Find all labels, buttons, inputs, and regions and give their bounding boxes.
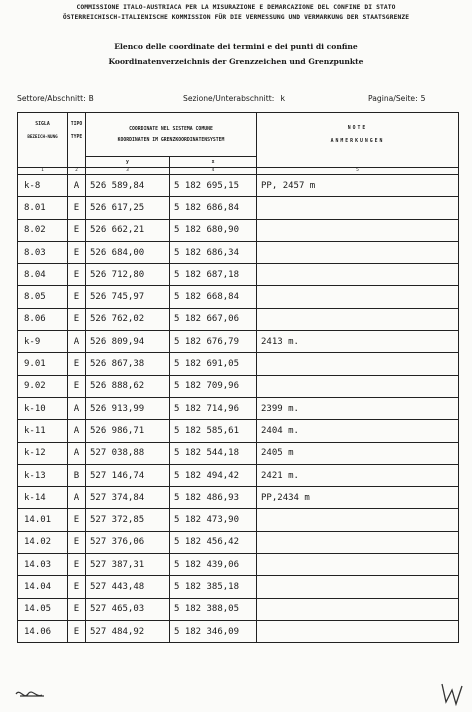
coordinate-y-cell: 526 589,84	[86, 175, 170, 197]
tipo-cell: A	[68, 420, 86, 442]
sigla-cell: k-8	[18, 175, 68, 197]
header-tipo	[68, 113, 86, 168]
coordinate-x-cell: 5 182 346,09	[170, 620, 257, 642]
table-row	[18, 442, 459, 464]
coordinate-x-cell: 5 182 695,15	[170, 175, 257, 197]
coordinate-x-cell: 5 182 686,84	[170, 197, 257, 219]
sigla-cell: k-9	[18, 331, 68, 353]
coordinate-x-cell: 5 182 486,93	[170, 487, 257, 509]
coordinate-x-cell: 5 182 473,90	[170, 509, 257, 531]
tipo-cell: E	[68, 375, 86, 397]
note-cell	[257, 598, 459, 620]
header-type-label: TYPE	[70, 135, 83, 140]
sigla-cell: 8.02	[18, 219, 68, 241]
coordinate-y-cell: 527 484,92	[86, 620, 170, 642]
note-cell: 2413 m.	[257, 331, 459, 353]
pagina-label: Pagina/Seite:	[368, 94, 418, 103]
coordinate-x-cell: 5 182 686,34	[170, 241, 257, 263]
tipo-cell: A	[68, 397, 86, 419]
tipo-cell: E	[68, 286, 86, 308]
sigla-cell: 8.01	[18, 197, 68, 219]
table-row	[18, 197, 459, 219]
note-cell: 2421 m.	[257, 464, 459, 486]
coordinate-y-cell: 526 662,21	[86, 219, 170, 241]
tipo-cell: E	[68, 554, 86, 576]
coordinate-y-cell: 527 372,85	[86, 509, 170, 531]
coordinate-y-cell: 527 038,88	[86, 442, 170, 464]
header-anmerkungen-label: ANMERKUNGEN	[330, 139, 385, 144]
pagina-field	[368, 94, 425, 103]
sigla-cell: 14.01	[18, 509, 68, 531]
header-line-german: ÖSTERREICHISCH-ITALIENISCHE KOMMISSION FÜR DIE VERMESSUNG UND VERMARKUNG DER STAATSGRENZE	[62, 14, 410, 21]
table-row	[18, 375, 459, 397]
tipo-cell: A	[68, 331, 86, 353]
tipo-cell: E	[68, 531, 86, 553]
tipo-cell: E	[68, 620, 86, 642]
coordinate-x-cell: 5 182 544,18	[170, 442, 257, 464]
table-row	[18, 264, 459, 286]
coordinate-y-cell: 526 986,71	[86, 420, 170, 442]
coordinate-x-cell: 5 182 691,05	[170, 353, 257, 375]
note-cell: PP,2434 m	[257, 487, 459, 509]
title-german: Koordinatenverzeichnis der Grenzzeichen und Grenzpunkte	[108, 57, 364, 66]
header-x: x	[170, 157, 257, 168]
tipo-cell: E	[68, 353, 86, 375]
table-row	[18, 464, 459, 486]
tipo-cell: E	[68, 264, 86, 286]
coordinate-x-cell: 5 182 388,05	[170, 598, 257, 620]
column-number: 4	[170, 168, 257, 175]
coordinate-y-cell: 526 913,99	[86, 397, 170, 419]
coordinate-x-cell: 5 182 456,42	[170, 531, 257, 553]
coordinate-x-cell: 5 182 494,42	[170, 464, 257, 486]
sigla-cell: 14.03	[18, 554, 68, 576]
column-number-row	[18, 168, 459, 175]
note-cell	[257, 375, 459, 397]
header-note	[257, 113, 459, 168]
coordinate-x-cell: 5 182 668,84	[170, 286, 257, 308]
table-row	[18, 598, 459, 620]
note-cell	[257, 531, 459, 553]
tipo-cell: B	[68, 464, 86, 486]
note-cell	[257, 576, 459, 598]
initials-signature-left	[14, 686, 54, 706]
coordinate-x-cell: 5 182 687,18	[170, 264, 257, 286]
note-cell: PP, 2457 m	[257, 175, 459, 197]
note-cell	[257, 509, 459, 531]
header-sigla-label: SIGLA	[35, 122, 50, 127]
column-number: 3	[86, 168, 170, 175]
sigla-cell: 8.03	[18, 241, 68, 263]
coordinate-y-cell: 527 443,48	[86, 576, 170, 598]
tipo-cell: E	[68, 197, 86, 219]
coordinate-y-cell: 526 712,80	[86, 264, 170, 286]
settore-field	[17, 94, 94, 103]
header-note-label: NOTE	[347, 126, 368, 131]
tipo-cell: E	[68, 219, 86, 241]
tipo-cell: A	[68, 442, 86, 464]
note-cell	[257, 264, 459, 286]
coordinate-x-cell: 5 182 676,79	[170, 331, 257, 353]
table-row	[18, 331, 459, 353]
note-cell	[257, 219, 459, 241]
title-italian: Elenco delle coordinate dei termini e dei punti di confine	[114, 42, 358, 51]
sigla-cell: k-13	[18, 464, 68, 486]
tipo-cell: E	[68, 598, 86, 620]
table-row	[18, 509, 459, 531]
table-row	[18, 554, 459, 576]
column-number: 1	[18, 168, 68, 175]
header-coord-it-label: COORDINATE NEL SISTEMA COMUNE	[129, 126, 213, 132]
header-tipo-label: TIPO	[70, 122, 83, 127]
note-cell: 2404 m.	[257, 420, 459, 442]
table-row	[18, 219, 459, 241]
coordinate-x-cell: 5 182 667,06	[170, 308, 257, 330]
table-row	[18, 620, 459, 642]
pagina-value: 5	[420, 94, 426, 103]
sigla-cell: 14.04	[18, 576, 68, 598]
table-row	[18, 576, 459, 598]
coordinate-y-cell: 526 762,02	[86, 308, 170, 330]
coordinate-y-cell: 527 146,74	[86, 464, 170, 486]
coordinate-y-cell: 527 376,06	[86, 531, 170, 553]
table-row	[18, 531, 459, 553]
coordinate-x-cell: 5 182 709,96	[170, 375, 257, 397]
sigla-cell: 14.06	[18, 620, 68, 642]
table-row	[18, 286, 459, 308]
coordinate-y-cell: 527 374,84	[86, 487, 170, 509]
sigla-cell: 14.05	[18, 598, 68, 620]
note-cell	[257, 620, 459, 642]
sigla-cell: 8.05	[18, 286, 68, 308]
sigla-cell: 9.02	[18, 375, 68, 397]
coordinate-y-cell: 527 465,03	[86, 598, 170, 620]
sigla-cell: 14.02	[18, 531, 68, 553]
initials-signature-right	[438, 680, 466, 708]
tipo-cell: A	[68, 175, 86, 197]
coordinate-x-cell: 5 182 714,96	[170, 397, 257, 419]
coordinate-y-cell: 526 867,38	[86, 353, 170, 375]
note-cell	[257, 353, 459, 375]
tipo-cell: A	[68, 487, 86, 509]
coordinate-x-cell: 5 182 385,18	[170, 576, 257, 598]
sigla-cell: k-12	[18, 442, 68, 464]
coordinate-x-cell: 5 182 680,90	[170, 219, 257, 241]
header-bezeichnung-label: BEZEICH-NUNG	[27, 134, 58, 139]
note-cell: 2399 m.	[257, 397, 459, 419]
sigla-cell: k-14	[18, 487, 68, 509]
settore-label: Settore/Abschnitt:	[17, 94, 86, 103]
table-row	[18, 397, 459, 419]
column-number: 2	[68, 168, 86, 175]
table-row	[18, 353, 459, 375]
sigla-cell: 9.01	[18, 353, 68, 375]
note-cell	[257, 241, 459, 263]
sezione-label: Sezione/Unterabschnitt:	[183, 94, 275, 103]
column-number: 5	[257, 168, 459, 175]
coordinate-y-cell: 526 684,00	[86, 241, 170, 263]
settore-value: B	[88, 94, 94, 103]
sigla-cell: k-11	[18, 420, 68, 442]
note-cell: 2405 m	[257, 442, 459, 464]
coordinate-y-cell: 526 745,97	[86, 286, 170, 308]
sezione-field	[183, 94, 285, 103]
table-row	[18, 420, 459, 442]
header-sigla	[18, 113, 68, 168]
table-body	[18, 175, 459, 643]
sigla-cell: k-10	[18, 397, 68, 419]
sigla-cell: 8.04	[18, 264, 68, 286]
note-cell	[257, 197, 459, 219]
table-row	[18, 487, 459, 509]
coordinate-y-cell: 526 888,62	[86, 375, 170, 397]
tipo-cell: E	[68, 576, 86, 598]
tipo-cell: E	[68, 241, 86, 263]
header-coord-de-label: KOORDINATEN IM GRENZKOORDINATENSYSTEM	[117, 137, 225, 143]
coordinates-table	[17, 112, 459, 643]
note-cell	[257, 554, 459, 576]
header-line-italian: COMMISSIONE ITALO-AUSTRIACA PER LA MISURAZIONE E DEMARCAZIONE DEL CONFINE DI STATO	[76, 4, 396, 11]
header-coordinates	[86, 113, 257, 157]
note-cell	[257, 308, 459, 330]
note-cell	[257, 286, 459, 308]
sezione-value: k	[280, 94, 286, 103]
coordinate-y-cell: 526 809,94	[86, 331, 170, 353]
table-row	[18, 308, 459, 330]
coordinate-y-cell: 527 387,31	[86, 554, 170, 576]
table-row	[18, 175, 459, 197]
coordinate-x-cell: 5 182 439,06	[170, 554, 257, 576]
header-y: y	[86, 157, 170, 168]
sigla-cell: 8.06	[18, 308, 68, 330]
table-row	[18, 241, 459, 263]
tipo-cell: E	[68, 308, 86, 330]
tipo-cell: E	[68, 509, 86, 531]
coordinate-y-cell: 526 617,25	[86, 197, 170, 219]
coordinate-x-cell: 5 182 585,61	[170, 420, 257, 442]
